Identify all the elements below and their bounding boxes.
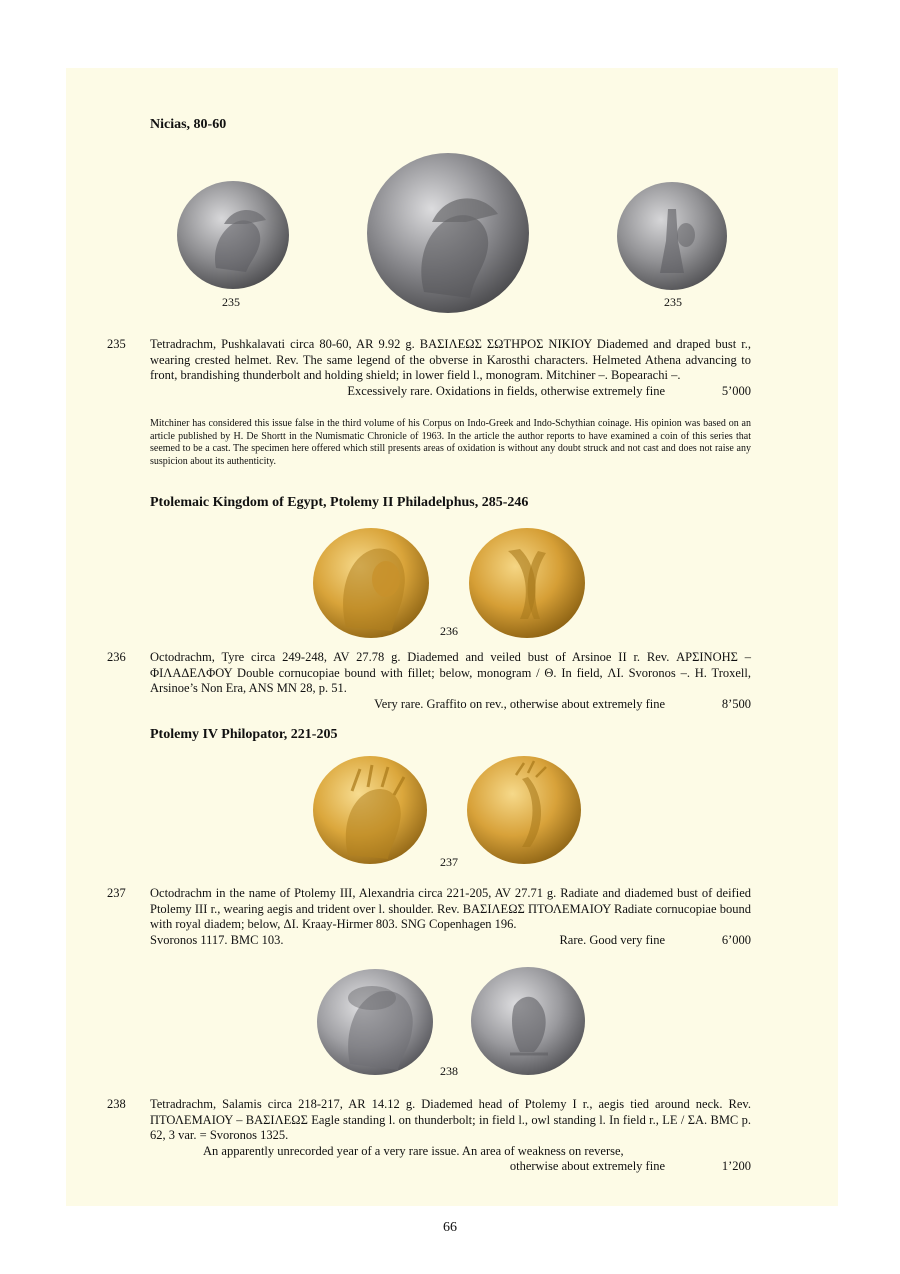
lot-price: 1’200	[721, 1159, 751, 1173]
coin-238-reverse-image	[470, 966, 586, 1076]
coin-236-obverse-image	[312, 527, 430, 639]
lot-description	[150, 650, 751, 712]
coin-235-reverse-image	[616, 181, 728, 291]
lot-condition-line	[150, 1159, 751, 1175]
coin-237-obverse-image	[312, 755, 428, 865]
lot-condition-line	[150, 697, 751, 713]
coin-238-obverse-image	[316, 968, 434, 1076]
coin-237-reverse-image	[466, 755, 582, 865]
coin-label: 237	[440, 855, 458, 869]
coin-label: 235	[222, 295, 240, 309]
coin-236-reverse-image	[468, 527, 586, 639]
lot-price: 5’000	[721, 383, 751, 398]
lot-condition-line-1: An apparently unrecorded year of a very rare issue. An area of weakness on reverse,	[203, 1143, 624, 1158]
lot-number: 235	[107, 337, 126, 351]
lot-description-text: Tetradrachm, Salamis circa 218-217, AR 14.12 g. Diademed head of Ptolemy I r., aegis tied around neck. Rev. ΠΤΟΛΕΜΑΙΟΥ – ΒΑΣΙΛΕΩΣ Eagle standing l. on thunderbolt; in field l., owl standing l. In field r., LE / ΣΑ. BMC p. 62, 3 var. = Svoronos 1325.	[150, 1097, 751, 1142]
lot-description	[150, 337, 751, 399]
lot-number: 236	[107, 650, 126, 664]
coin-235-obverse-large-image	[366, 152, 530, 314]
section-heading-nicias: Nicias, 80-60	[150, 117, 227, 132]
section-heading-ptolemy-iv: Ptolemy IV Philopator, 221-205	[150, 727, 338, 742]
lot-condition: Rare. Good very fine	[559, 932, 665, 947]
lot-description	[150, 886, 751, 948]
lot-condition: Very rare. Graffito on rev., otherwise about extremely fine	[374, 696, 665, 711]
lot-description-text: Octodrachm, Tyre circa 249-248, AV 27.78 g. Diademed and veiled bust of Arsinoe II r. Rev. ΑΡΣΙΝΟΗΣ – ΦΙΛΑΔΕΛΦΟΥ Double cornucopiae bound with fillet; below, monogram / Θ. In field, ΛΙ. Svoronos –. H. Troxell, Arsinoe’s Non Era, ANS MN 28, p. 51.	[150, 650, 751, 695]
lot-description-tail: Svoronos 1117. BMC 103.	[150, 932, 284, 947]
coin-235-obverse-small-image	[176, 180, 290, 290]
lot-number: 238	[107, 1097, 126, 1111]
coin-label: 236	[440, 624, 458, 638]
lot-condition: Excessively rare. Oxidations in fields, otherwise extremely fine	[347, 383, 665, 398]
lot-condition-line	[150, 384, 751, 400]
lot-condition-line	[150, 933, 751, 949]
lot-number: 237	[107, 886, 126, 900]
lot-description-text: Tetradrachm, Pushkalavati circa 80-60, AR 9.92 g. ΒΑΣΙΛΕΩΣ ΣΩΤΗΡΟΣ ΝΙΚΙΟΥ Diademed and draped bust r., wearing crested helmet. Rev. The same legend of the obverse in Karosthi characters. Helmeted Athena advancing to front, brandishing thunderbolt and holding shield; in lower field l., monogram. Mitchiner –. Bopearachi –.	[150, 337, 751, 382]
lot-price: 6’000	[721, 932, 751, 947]
lot-description	[150, 1097, 751, 1175]
page-number: 66	[443, 1220, 457, 1235]
lot-footnote: Mitchiner has considered this issue false in the third volume of his Corpus on Indo-Greek and Indo-Schythian coinage. His opinion was based on an article published by H. De Shortt in the Numismatic Chronicle of 1963. In the article the author reports to have examined a coin of this series that seemed to be a cast. The specimen here offered which still presents areas of oxidation is without any doubt struck and not cast and does not raise any suspicion about its authenticity.	[150, 418, 751, 467]
coin-label: 238	[440, 1064, 458, 1078]
section-heading-ptolemy-ii: Ptolemaic Kingdom of Egypt, Ptolemy II Philadelphus, 285-246	[150, 495, 529, 510]
lot-description-text: Octodrachm in the name of Ptolemy III, Alexandria circa 221-205, AV 27.71 g. Radiate and diademed bust of deified Ptolemy III r., wearing aegis and trident over l. shoulder. Rev. ΒΑΣΙΛΕΩΣ ΠΤΟΛΕΜΑΙΟΥ Radiate cornucopiae bound with royal diadem; below, ΔΙ. Kraay-Hirmer 803. SNG Copenhagen 196.	[150, 886, 751, 931]
lot-condition: otherwise about extremely fine	[509, 1159, 665, 1173]
coin-label: 235	[664, 295, 682, 309]
lot-price: 8’500	[721, 696, 751, 711]
